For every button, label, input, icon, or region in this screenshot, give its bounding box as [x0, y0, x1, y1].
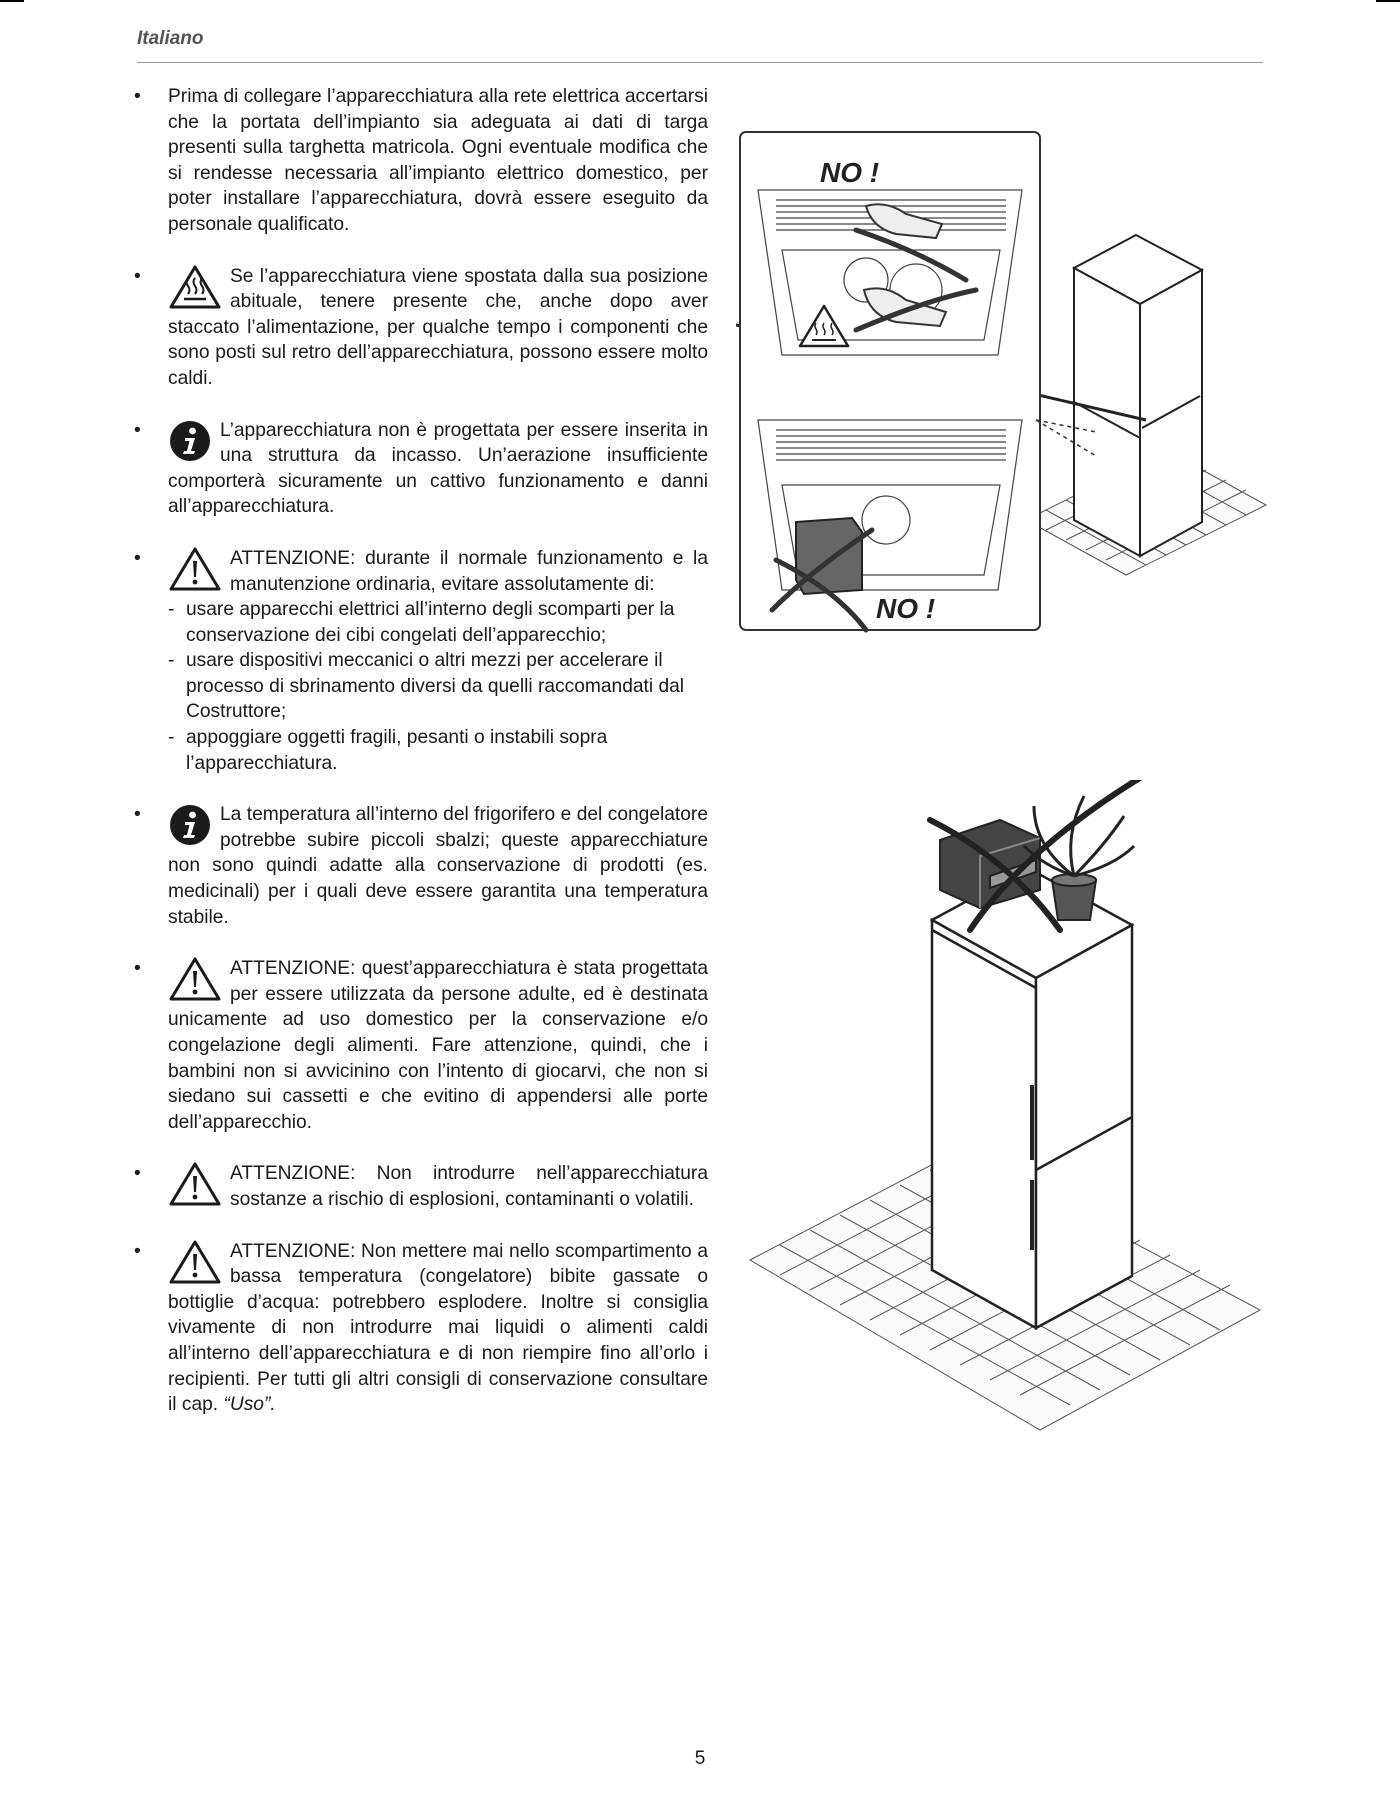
page-number: 5	[694, 1748, 706, 1769]
sub-list-item: - usare apparecchi elettrici all’interno degli scomparti per la conservazione dei cibi congelati dell’apparecchio;	[168, 597, 708, 648]
bullet: •	[134, 1163, 141, 1185]
sub-list	[168, 597, 708, 776]
list-item	[130, 418, 708, 520]
list-item	[130, 956, 708, 1135]
item-text: ATTENZIONE: Non introdurre nell’apparecchiatura sostanze a rischio di esplosioni, contaminanti o volatili.	[230, 1163, 708, 1210]
bullet: •	[134, 547, 141, 569]
objects-on-top-illustration	[740, 780, 1270, 1440]
header-rule	[137, 62, 1263, 63]
crop-mark-left	[0, 0, 24, 2]
item-text-main: ATTENZIONE: Non mettere mai nello scompartimento a bassa temperatura (congelatore) bibite gassate o bottiglie d’acqua: potrebbero esplodere. Inoltre si consiglia vivamente di non introdurre mai liquidi o alimenti caldi all’interno dell’apparecchiatura e di non riempire fino all’orlo i recipienti. Per tutti gli altri consigli di conservazione consultare il cap.	[168, 1240, 708, 1416]
sub-list-item: - appoggiare oggetti fragili, pesanti o instabili sopra l’apparecchiatura.	[168, 725, 708, 776]
fridge-large	[932, 868, 1132, 1328]
bullet: •	[134, 265, 141, 287]
item-text: La temperatura all’interno del frigorifero e del congelatore potrebbe subire piccoli sbalzi; queste apparecchiature non sono quindi adatte alla conservazione di prodotti (es. medicinali) per i quali deve essere garantita una temperatura stabile.	[168, 804, 708, 928]
warning-icon	[168, 546, 222, 592]
list-item	[130, 264, 708, 392]
text-column	[130, 84, 708, 1444]
chapter-reference: “Uso”.	[223, 1394, 276, 1416]
list-item	[130, 84, 708, 238]
language-header: Italiano	[137, 28, 204, 49]
bullet: •	[134, 86, 141, 107]
item-text: Prima di collegare l’apparecchiatura alla rete elettrica accertarsi che la portata dell’impianto sia adeguata ai dati di targa presenti sulla targhetta matricola. Ogni eventuale modifica che si rendesse necessaria all’impianto elettrico domestico, per poter installare l’apparecchiatura, dovrà essere eseguito da personale qualificato.	[168, 86, 708, 235]
warning-icon	[168, 1239, 222, 1285]
warning-icon	[168, 956, 222, 1002]
warning-icon	[168, 1161, 222, 1207]
item-text: L’apparecchiatura non è progettata per essere inserita in una struttura da incasso. Un’aerazione insufficiente comporterà sicuramente un cattivo funzionamento e danni all’apparecchiatura.	[168, 419, 708, 518]
appliance-box	[796, 518, 862, 594]
bullet: •	[134, 958, 141, 980]
item-text: Se l’apparecchiatura viene spostata dalla sua posizione abituale, tenere presente che, anche dopo aver staccato l’alimentazione, per qualche tempo i componenti che sono posti sul retro dell’apparecchiatura, possono essere molto caldi.	[168, 265, 708, 389]
sub-list-item: - usare dispositivi meccanici o altri mezzi per accelerare il processo di sbrinamento diversi da quelli raccomandati dal Costruttore;	[168, 648, 708, 725]
no-label-top: NO !	[820, 157, 880, 188]
list-item	[130, 802, 708, 930]
bullet: •	[134, 1240, 141, 1262]
item-text	[168, 1239, 708, 1418]
list-item	[130, 546, 708, 776]
info-icon	[168, 419, 212, 463]
item-text: ATTENZIONE: quest’apparecchiatura è stata progettata per essere utilizzata da persone adulte, ed è destinata unicamente ad uso domestico per la conservazione e/o congelazione degli alimenti. Fare attenzione, quindi, che i bambini non si avvicinino con l’intento di giocarvi, che non si siedano sui cassetti e che evitino di appendersi alle porte dell’apparecchio.	[168, 958, 708, 1133]
bullet: •	[134, 804, 141, 826]
crop-mark-right	[1376, 0, 1400, 2]
list-item	[130, 1161, 708, 1212]
info-icon	[168, 803, 212, 847]
item-text: ATTENZIONE: durante il normale funzionamento e la manutenzione ordinaria, evitare assolutamente di:	[230, 547, 708, 595]
hot-surface-warning-icon	[168, 264, 222, 310]
bullet: •	[134, 419, 141, 441]
no-label-bottom: NO !	[876, 593, 936, 624]
list-item	[130, 1239, 708, 1418]
rear-hot-components-illustration	[736, 120, 1276, 650]
